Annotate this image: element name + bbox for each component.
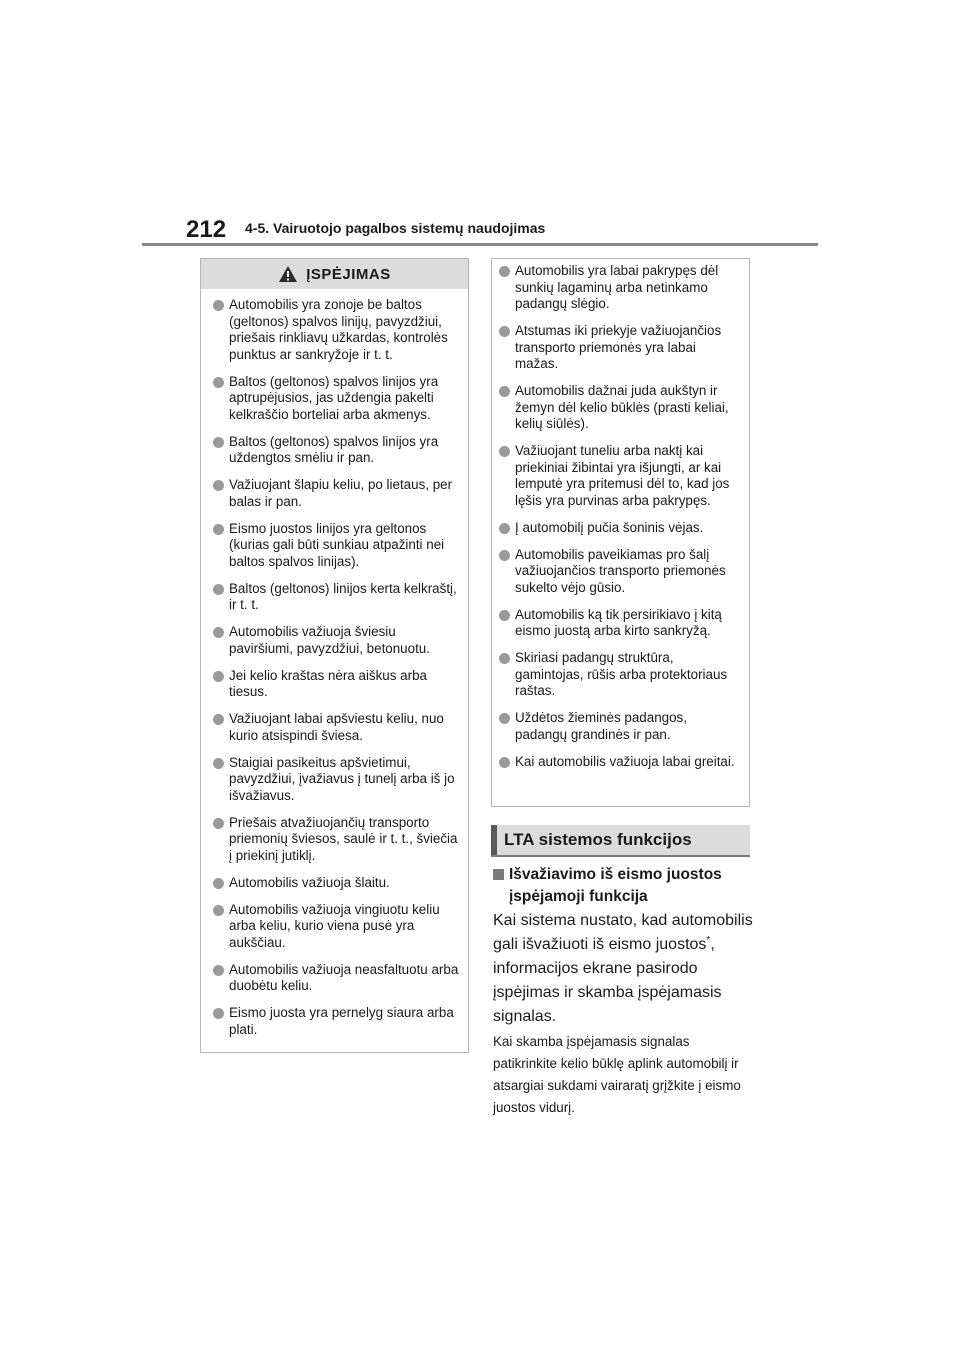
page-number: 212 <box>186 216 227 243</box>
list-item: Kai automobilis važiuoja labai greitai. <box>498 754 741 771</box>
lta-body-text <box>493 909 755 1029</box>
list-item: Automobilis važiuoja neasfaltuotu arba duobėtu keliu. <box>212 962 460 995</box>
list-item: Automobilis yra zonoje be baltos (geltonos) spalvos linijų, pavyzdžiui, priešais rinkliavų užkardas, kontrolės punktus ar sankryžoje ir t. t. <box>212 297 460 363</box>
section-accent-bar <box>491 825 497 855</box>
warning-triangle-icon <box>278 265 298 283</box>
continuation-list <box>492 259 749 770</box>
list-item: Jei kelio kraštas nėra aiškus arba tiesus. <box>212 668 460 701</box>
list-item: Uždėtos žieminės padangos, padangų grandinės ir pan. <box>498 710 741 743</box>
square-bullet-icon <box>493 869 504 880</box>
header-divider <box>142 243 818 246</box>
section-title: 4-5. Vairuotojo pagalbos sistemų naudojimas <box>245 220 546 236</box>
lta-subheading-text: Išvažiavimo iš eismo juostos įspėjamoji funkcija <box>509 866 722 905</box>
warning-title: ĮSPĖJIMAS <box>306 265 391 283</box>
list-item: Automobilis paveikiamas pro šalį važiuojančios transporto priemonės sukelto vėjo gūsio. <box>498 547 741 597</box>
warning-list <box>201 289 468 1038</box>
list-item: Į automobilį pučia šoninis vėjas. <box>498 520 741 537</box>
list-item: Automobilis važiuoja šlaitu. <box>212 875 460 892</box>
body-text-end: , informacijos ekrane pasirodo įspėjimas ir skamba įspėjamasis signalas. <box>493 936 722 1025</box>
lta-section-header <box>491 825 750 857</box>
list-item: Automobilis važiuoja vingiuotu keliu arba keliu, kurio viena pusė yra aukščiau. <box>212 902 460 952</box>
footnote-marker: * <box>706 935 711 946</box>
list-item: Eismo juostos linijos yra geltonos (kurias gali būti sunkiau atpažinti nei baltos spalvos linijas). <box>212 521 460 571</box>
list-item: Automobilis važiuoja šviesiu paviršiumi, pavyzdžiui, betonuotu. <box>212 624 460 657</box>
list-item: Baltos (geltonos) linijos kerta kelkraštį, ir t. t. <box>212 581 460 614</box>
list-item: Baltos (geltonos) spalvos linijos yra aptrupėjusios, jas uždengia pakelti kelkraščio borteliai arba akmenys. <box>212 374 460 424</box>
warning-continuation-box <box>491 258 750 807</box>
list-item: Eismo juosta yra pernelyg siaura arba plati. <box>212 1005 460 1038</box>
list-item: Skiriasi padangų struktūra, gamintojas, rūšis arba protektoriaus raštas. <box>498 650 741 700</box>
warning-header <box>201 259 468 289</box>
lta-subheading <box>495 864 755 908</box>
lta-section-title: LTA sistemos funkcijos <box>504 830 692 849</box>
list-item: Staigiai pasikeitus apšvietimui, pavyzdžiui, įvažiavus į tunelį arba iš jo išvažiavus. <box>212 755 460 805</box>
list-item: Baltos (geltonos) spalvos linijos yra uždengtos smėliu ir pan. <box>212 434 460 467</box>
lta-note-text: Kai skamba įspėjamasis signalas patikrinkite kelio būklę aplink automobilį ir atsargiai sukdami vairaratį grįžkite į eismo juostos vidurį. <box>493 1034 741 1115</box>
list-item: Važiuojant šlapiu keliu, po lietaus, per balas ir pan. <box>212 477 460 510</box>
list-item: Automobilis yra labai pakrypęs dėl sunkių lagaminų arba netinkamo padangų slėgio. <box>498 263 741 313</box>
list-item: Automobilis dažnai juda aukštyn ir žemyn dėl kelio būklės (prasti keliai, kelių siūlės). <box>498 383 741 433</box>
warning-box <box>200 258 469 1053</box>
list-item: Automobilis ką tik persirikiavo į kitą eismo juostą arba kirto sankryžą. <box>498 607 741 640</box>
list-item: Atstumas iki priekyje važiuojančios transporto priemonės yra labai mažas. <box>498 323 741 373</box>
list-item: Važiuojant labai apšviestu keliu, nuo kurio atsispindi šviesa. <box>212 711 460 744</box>
list-item: Priešais atvažiuojančių transporto priemonių šviesos, saulė ir t. t., šviečia į priekinį jutiklį. <box>212 815 460 865</box>
list-item: Važiuojant tuneliu arba naktį kai priekiniai žibintai yra išjungti, ar kai lemputė yra pritemusi dėl to, kad jos lęšis yra purvinas arba pakrypęs. <box>498 443 741 509</box>
body-text-start: Kai sistema nustato, kad automobilis gali išvažiuoti iš eismo juostos <box>493 912 753 953</box>
